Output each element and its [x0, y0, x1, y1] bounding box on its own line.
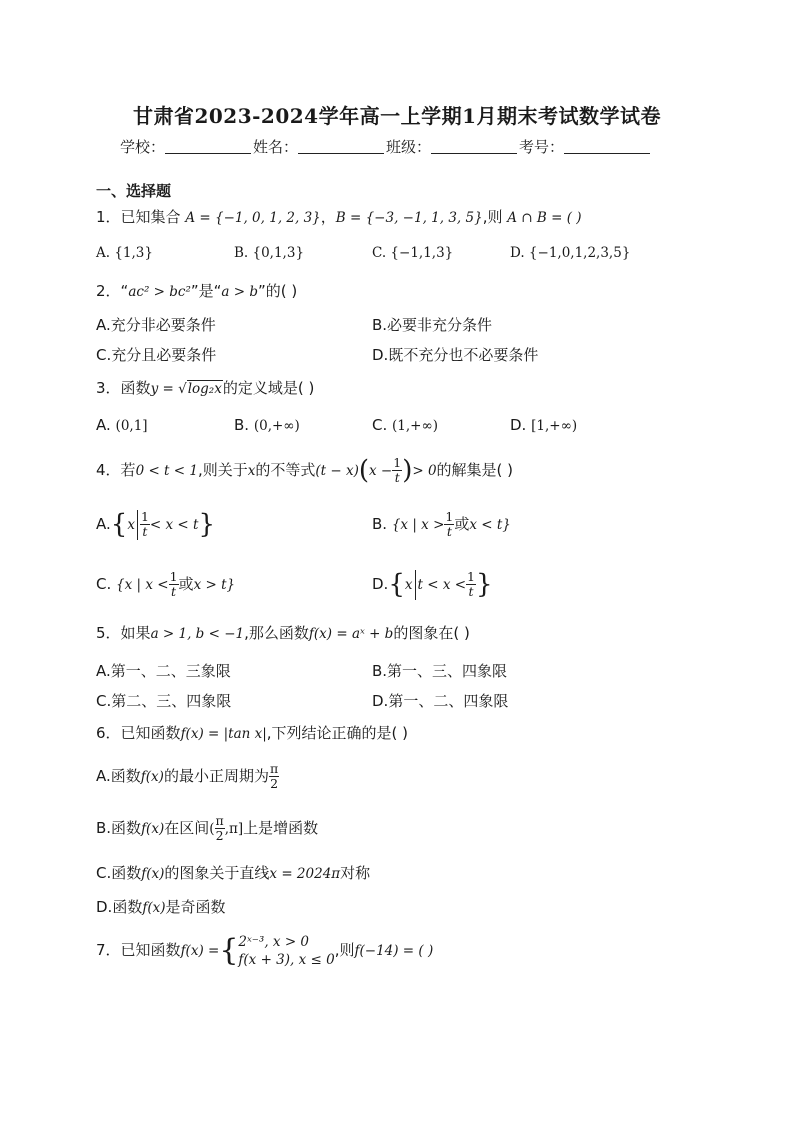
fraction-numerator: 1: [467, 569, 475, 584]
q6-option-a-fx: f(x): [140, 769, 164, 785]
q3-text-a: 函数: [120, 379, 151, 397]
q4-option-a-fraction: [140, 510, 150, 539]
q6-option-b[interactable]: [96, 810, 318, 847]
q7-case-1: 2ˣ⁻³, x > 0: [238, 933, 310, 950]
q4-option-d-fraction: [466, 570, 476, 599]
q4-text-b: ,则关于: [197, 461, 248, 479]
right-paren-icon: ): [402, 455, 413, 486]
q6-option-b-text-b: 在区间: [164, 819, 210, 837]
left-brace-icon: {: [110, 509, 128, 540]
q2-end: ”的( ): [258, 282, 298, 300]
q4-option-d-rest: t < x <: [417, 577, 467, 593]
q3-option-d-label: D.: [510, 416, 527, 434]
name-blank[interactable]: [298, 139, 384, 154]
fraction-denominator: t: [394, 470, 400, 485]
q6-option-d[interactable]: [96, 896, 226, 917]
fraction-denominator: 2: [215, 828, 224, 843]
name-label: 姓名：: [253, 138, 299, 156]
q4-option-d-x: x: [404, 577, 413, 593]
q2-mid: ”是“: [190, 282, 222, 300]
q7-func: f(x) =: [180, 943, 220, 959]
q6-option-a-text-b: 的最小正周期为: [163, 767, 269, 785]
q4-option-c-x: {x | x <: [116, 577, 169, 593]
q4-number: 4．: [96, 461, 121, 479]
q6-option-d-fx: f(x): [142, 900, 166, 916]
q6-option-d-text-a: D.函数: [96, 898, 143, 916]
fraction-numerator: 1: [393, 455, 402, 470]
q4-text-d: 的解集是( ): [436, 461, 514, 479]
q6-option-b-fx: f(x): [141, 821, 165, 837]
school-label: 学校：: [120, 138, 166, 156]
fraction-numerator: 1: [140, 509, 149, 524]
q3-option-d[interactable]: [510, 416, 577, 434]
school-blank[interactable]: [165, 139, 251, 154]
fraction-denominator: t: [142, 524, 148, 539]
q7-case-2: f(x + 3), x ≤ 0: [238, 951, 335, 968]
question-4: [96, 452, 513, 489]
right-brace-icon: }: [476, 569, 493, 600]
interval-open-icon: (: [209, 821, 215, 837]
q6-text-b: ,下列结论正确的是( ): [266, 724, 409, 742]
q3-func: y =: [150, 381, 179, 397]
q6-number: 6．: [96, 724, 121, 742]
set-bar-icon: [415, 570, 416, 600]
q4-option-a-rest: < x < t: [149, 517, 199, 533]
q5-option-a[interactable]: A.第一、二、三象限: [96, 662, 231, 680]
q5-number: 5．: [96, 624, 121, 642]
q1-comma: ，: [320, 208, 336, 226]
fraction-denominator: 2: [270, 776, 279, 791]
q4-text-c: 的不等式: [255, 461, 316, 479]
q3-option-a-value: (0,1]: [115, 418, 148, 434]
sqrt-sign-icon: √: [178, 381, 187, 397]
q4-option-d[interactable]: [372, 566, 493, 603]
q4-fraction: [392, 456, 402, 485]
class-blank[interactable]: [431, 139, 517, 154]
q5-option-c[interactable]: C.第二、三、四象限: [96, 692, 232, 710]
q4-ineq-b: x −: [369, 463, 393, 479]
q4-var: x: [247, 463, 256, 479]
q6-func: f(x) = |tan x|: [180, 726, 267, 742]
q4-text-a: 若: [120, 461, 136, 479]
q1-set-a: A = {−1, 0, 1, 2, 3}: [185, 210, 321, 226]
q1-number: 1．: [96, 208, 121, 226]
q4-option-b-x: {x | x >: [391, 517, 445, 533]
question-3: [96, 377, 314, 398]
q2-open: “: [120, 282, 129, 300]
q5-text-a: 如果: [120, 624, 151, 642]
q4-option-b-fraction: [444, 510, 454, 539]
piecewise-brace-icon: {: [219, 932, 239, 968]
q1-option-a[interactable]: A. {1,3}: [96, 245, 153, 261]
q6-option-a[interactable]: [96, 758, 279, 795]
q1-text-b: ,则: [482, 208, 503, 226]
q4-ineq-c: > 0: [412, 463, 437, 479]
id-label: 考号：: [519, 138, 565, 156]
section-heading: 一、选择题: [96, 182, 172, 200]
q4-option-a-x: x: [127, 517, 135, 533]
q3-option-c-value: (1,+∞): [392, 418, 439, 434]
id-blank[interactable]: [564, 139, 650, 154]
set-bar-icon: [137, 510, 138, 540]
fraction-denominator: t: [446, 524, 452, 539]
q6-option-b-text-a: B.函数: [96, 819, 142, 837]
q3-option-c[interactable]: [372, 416, 438, 434]
question-5: [96, 622, 470, 643]
q5-option-b[interactable]: B.第一、三、四象限: [372, 662, 508, 680]
q6-option-c-text-a: C.函数: [96, 864, 142, 882]
q4-option-d-label: D.: [372, 575, 389, 593]
q4-cond: 0 < t < 1: [135, 463, 198, 479]
q5-option-d[interactable]: D.第一、二、四象限: [372, 692, 509, 710]
left-brace-icon: {: [388, 569, 405, 600]
q6-option-c-line: x = 2024π: [269, 866, 341, 882]
q4-option-b-or: 或: [454, 515, 470, 533]
q2-number: 2．: [96, 282, 121, 300]
q5-text-b: ,那么函数: [244, 624, 309, 642]
q1-option-b[interactable]: B. {0,1,3}: [234, 245, 305, 261]
q3-radicand: log₂x: [187, 381, 222, 397]
q6-option-c-text-b: 的图象关于直线: [164, 864, 270, 882]
q4-option-b-rest: x < t}: [469, 517, 511, 533]
left-paren-icon: (: [358, 455, 370, 486]
q1-option-c[interactable]: C. {−1,1,3}: [372, 245, 454, 261]
q7-number: 7．: [96, 941, 121, 959]
fraction-numerator: π: [269, 761, 279, 776]
page-title: 甘肃省2023-2024学年高一上学期1月期末考试数学试卷: [132, 104, 662, 128]
q5-cond: a > 1, b < −1: [150, 626, 245, 642]
q4-ineq-a: (t − x): [315, 463, 359, 479]
q6-option-c-text-c: 对称: [340, 864, 371, 882]
q3-number: 3．: [96, 379, 121, 397]
q4-option-c-fraction: [169, 570, 179, 599]
interval-close-icon: ,π]: [224, 821, 244, 837]
fraction-numerator: 1: [445, 509, 454, 524]
fraction-numerator: 1: [169, 569, 178, 584]
q7-cases: [238, 933, 334, 969]
question-7: [96, 930, 433, 971]
student-info-line: [120, 136, 652, 157]
q4-option-b[interactable]: [372, 506, 511, 543]
q4-option-c-rest: x > t}: [193, 577, 236, 593]
q6-text-a: 已知函数: [120, 724, 181, 742]
q2-cond2: a > b: [221, 284, 258, 300]
q1-expr: A ∩ B = ( ): [507, 210, 582, 226]
q7-expr: f(−14) = ( ): [354, 943, 434, 959]
q3-option-b-value: (0,+∞): [253, 418, 300, 434]
question-2: [96, 280, 297, 301]
q3-option-d-value: [1,+∞): [531, 418, 578, 434]
fraction-denominator: t: [171, 584, 177, 599]
q6-option-c[interactable]: [96, 862, 370, 883]
q2-option-a[interactable]: A.充分非必要条件: [96, 316, 216, 334]
q6-option-d-text-b: 是奇函数: [165, 898, 226, 916]
q3-option-a[interactable]: [96, 416, 148, 434]
q4-option-b-label: B.: [372, 515, 388, 533]
q4-option-a[interactable]: [96, 506, 215, 543]
q6-option-a-fraction: [269, 762, 279, 791]
q1-text-a: 已知集合: [120, 208, 181, 226]
q3-option-b[interactable]: [234, 416, 300, 434]
q3-option-c-label: C.: [372, 416, 388, 434]
q2-option-d[interactable]: D.既不充分也不必要条件: [372, 346, 539, 364]
q5-text-c: 的图象在( ): [393, 624, 470, 642]
q2-option-b[interactable]: B.必要非充分条件: [372, 316, 493, 334]
fraction-numerator: π: [215, 813, 224, 828]
q4-option-a-label: A.: [96, 515, 111, 533]
q4-option-c-label: C.: [96, 575, 112, 593]
question-1: [96, 206, 582, 227]
q1-set-b: B = {−3, −1, 1, 3, 5}: [335, 210, 483, 226]
q6-option-b-fraction: [215, 814, 225, 843]
question-6: [96, 722, 408, 743]
q7-text-a: 已知函数: [120, 941, 181, 959]
q6-option-a-text-a: A.函数: [96, 767, 141, 785]
q3-option-a-label: A.: [96, 416, 111, 434]
q6-option-c-fx: f(x): [141, 866, 165, 882]
q4-option-c-or: 或: [178, 575, 194, 593]
fraction-denominator: t: [468, 584, 474, 599]
right-brace-icon: }: [198, 509, 215, 540]
q2-option-c[interactable]: C.充分且必要条件: [96, 346, 217, 364]
q1-option-d[interactable]: D. {−1,0,1,2,3,5}: [510, 245, 631, 261]
q3-option-b-label: B.: [234, 416, 250, 434]
q2-cond1: ac² > bc²: [128, 284, 191, 300]
q7-text-b: ,则: [334, 941, 355, 959]
q5-func: f(x) = aˣ + b: [308, 626, 394, 642]
q4-option-c[interactable]: [96, 566, 235, 603]
class-label: 班级：: [386, 138, 432, 156]
q6-option-b-text-c: 上是增函数: [243, 819, 319, 837]
q3-text-b: 的定义域是( ): [222, 379, 315, 397]
